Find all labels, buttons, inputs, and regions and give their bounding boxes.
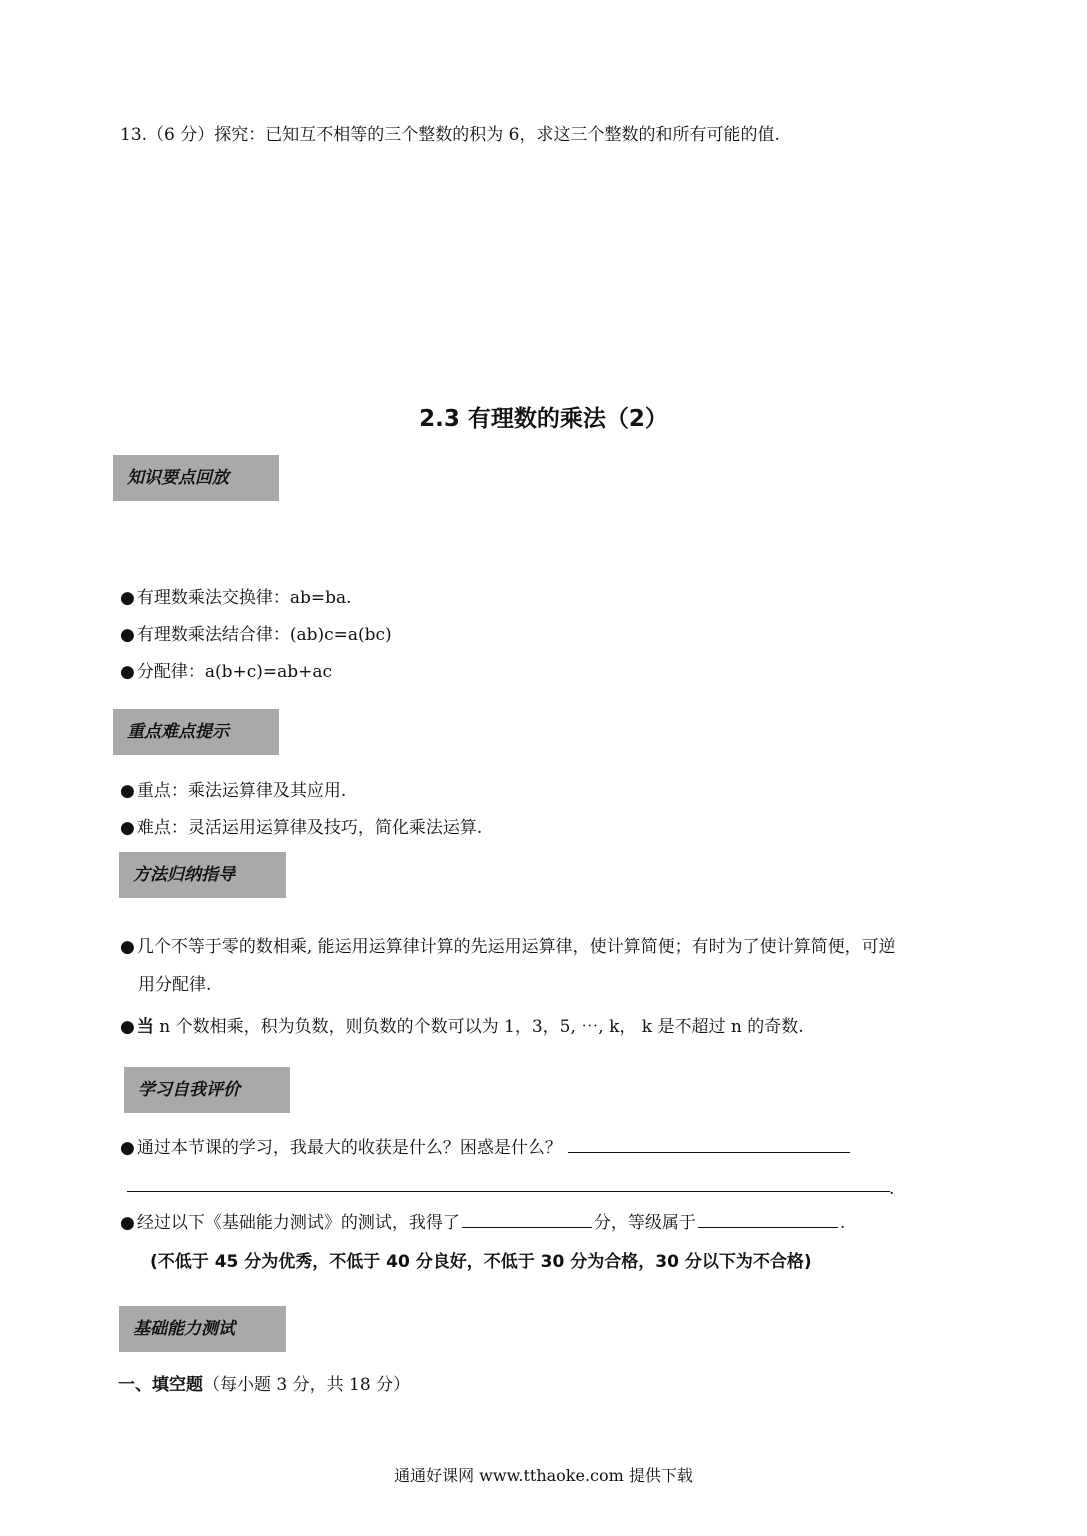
method-item-2-text: n 个数相乘，积为负数，则负数的个数可以为 1，3，5, ⋯, k， k 是不超过 n 的奇数. — [153, 1017, 804, 1037]
page-title: 2.3 有理数的乘法（2） — [419, 406, 668, 432]
bullet-icon: ● — [120, 818, 135, 838]
question-13: 13.（6 分）探究：已知互不相等的三个整数的积为 6，求这三个整数的和所有可能的值. — [120, 125, 780, 145]
section-review-header: 知识要点回放 — [113, 455, 279, 501]
answer-blank-grade[interactable] — [698, 1211, 838, 1228]
method-item-2-prefix: 当 — [136, 1017, 154, 1037]
key-item-text: 难点：灵活运用运算律及技巧，简化乘法运算. — [136, 818, 483, 838]
section-key-header: 重点难点提示 — [113, 709, 279, 755]
review-item-text: 有理数乘法交换律：ab=ba. — [136, 588, 352, 608]
bullet-icon: ● — [120, 662, 135, 682]
method-item-1-line1: 几个不等于零的数相乘, 能运用运算律计算的先运用运算律，使计算简便；有时为了使计算简便，可逆 — [136, 937, 896, 957]
method-item-1 — [120, 936, 896, 958]
self-eval-q1-text: 通过本节课的学习，我最大的收获是什么？困惑是什么？ — [136, 1138, 562, 1158]
self-eval-q1 — [120, 1136, 850, 1159]
bullet-icon: ● — [120, 588, 135, 608]
key-item-text: 重点：乘法运算律及其应用. — [136, 781, 347, 801]
fill-in-heading — [118, 1374, 410, 1396]
review-item-distributive — [120, 661, 332, 683]
method-item-1-line2: 用分配律. — [138, 975, 212, 995]
answer-blank-line2[interactable] — [127, 1191, 890, 1192]
key-item-difficulty — [120, 817, 482, 839]
self-eval-q2 — [120, 1211, 845, 1234]
section-test-header: 基础能力测试 — [119, 1306, 286, 1352]
section-method-header: 方法归纳指导 — [119, 852, 286, 898]
answer-blank-score[interactable] — [462, 1211, 592, 1228]
section-self-eval-header: 学习自我评价 — [124, 1067, 290, 1113]
fill-in-note: （每小题 3 分，共 18 分） — [203, 1375, 411, 1395]
grading-scale: (不低于 45 分为优秀，不低于 40 分良好，不低于 30 分为合格，30 分以下为不合格) — [150, 1252, 812, 1272]
review-item-commutative — [120, 587, 352, 609]
answer-blank-gains[interactable] — [568, 1136, 850, 1153]
review-item-text: 有理数乘法结合律：(ab)c=a(bc) — [136, 625, 392, 645]
self-eval-q2-period: . — [839, 1213, 846, 1233]
bullet-icon: ● — [120, 1017, 135, 1037]
line2-period: . — [889, 1179, 895, 1199]
key-item-focus — [120, 780, 346, 802]
review-item-associative — [120, 624, 392, 646]
bullet-icon: ● — [120, 781, 135, 801]
page-footer: 通通好课网 www.tthaoke.com 提供下载 — [394, 1466, 693, 1485]
fill-in-title: 一、填空题 — [118, 1375, 203, 1395]
bullet-icon: ● — [120, 1138, 135, 1158]
bullet-icon: ● — [120, 1213, 135, 1233]
self-eval-q2-text2: 分，等级属于 — [593, 1213, 696, 1233]
bullet-icon: ● — [120, 625, 135, 645]
self-eval-q2-text1: 经过以下《基础能力测试》的测试，我得了 — [136, 1213, 460, 1233]
review-item-text: 分配律：a(b+c)=ab+ac — [136, 662, 333, 682]
bullet-icon: ● — [120, 937, 135, 957]
method-item-2 — [120, 1016, 804, 1038]
